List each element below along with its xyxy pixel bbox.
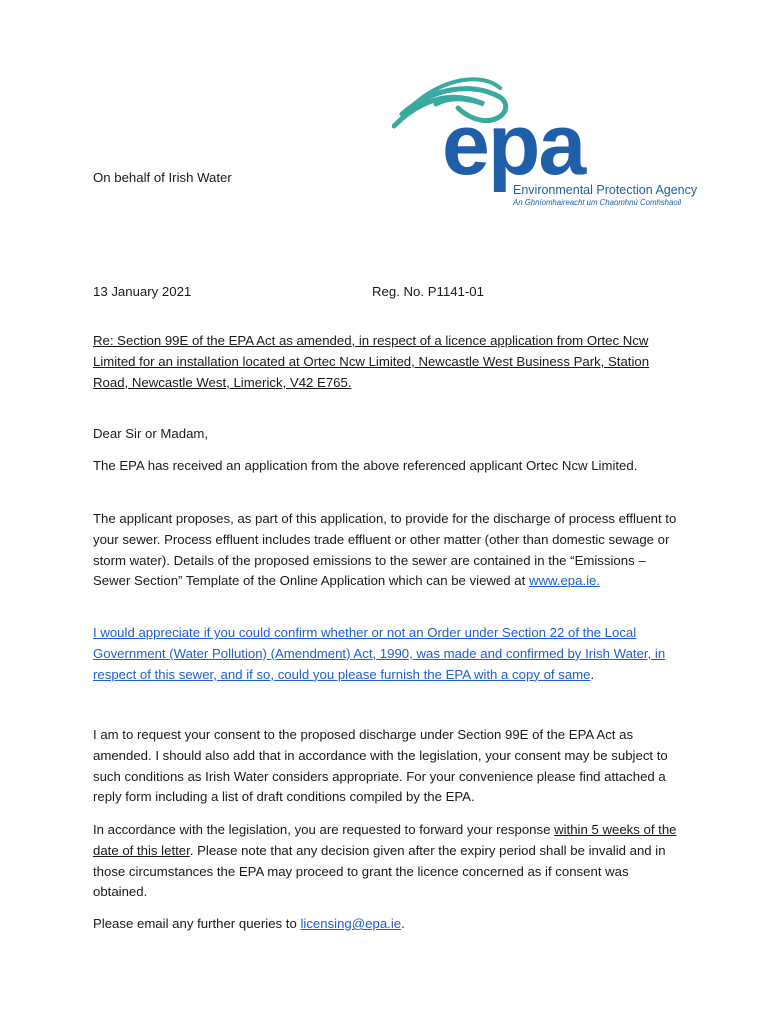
epa-logo-graphic: [392, 68, 702, 208]
licensing-email-link[interactable]: licensing@epa.ie: [300, 916, 402, 931]
reg-number: Reg. No. P1141-01: [372, 284, 484, 299]
deadline-text: within 5 weeks of the date of this letter: [93, 822, 677, 858]
salutation: Dear Sir or Madam,: [93, 426, 209, 441]
epa-website-link[interactable]: www.epa.ie.: [528, 573, 601, 589]
agency-name-en: Environmental Protection Agency: [513, 183, 698, 197]
paragraph-3-end: .: [590, 666, 595, 682]
paragraph-5: [93, 820, 678, 903]
epa-wordmark: epa: [442, 97, 585, 193]
subject-line: Re: Section 99E of the EPA Act as amended, in respect of a licence application from Ortec Ncw Limited for an installation located at Ortec Ncw Limited, Newcastle West Business Park, Station Road, Newcastle West, Limerick, V42 E765.: [93, 333, 650, 390]
paragraph-6-end: .: [401, 916, 405, 931]
agency-name-ga: An Ghníomhaireacht um Chaomhnú Comhshaoil: [513, 198, 682, 207]
letter-date: 13 January 2021: [93, 284, 192, 299]
paragraph-2: [93, 509, 678, 592]
paragraph-6-text: Please email any further queries to: [93, 916, 301, 931]
epa-logo: [392, 68, 702, 208]
paragraph-2-text: The applicant proposes, as part of this application, to provide for the discharge of process effluent to your sewer. Process effluent includes trade effluent or other matter (other than domestic sewage or storm water). Details of the proposed emissions to the sewer are contained in the “Emissions – Sewer Section” Template of the Online Application which can be viewed at: [93, 511, 677, 589]
paragraph-3-link-text[interactable]: I would appreciate if you could confirm whether or not an Order under Section 22 of the Local Government (Water Pollution) (Amendment) Act, 1990, was made and confirmed by Irish Water, in respect of this sewer, and if so, could you please furnish the EPA with a copy of same: [93, 625, 666, 682]
paragraph-5-rest: . Please note that any decision given after the expiry period shall be invalid and in those circumstances the EPA may proceed to grant the licence concerned as if consent was obtained.: [93, 842, 666, 900]
paragraph-3: [93, 623, 678, 685]
on-behalf-line: On behalf of Irish Water: [93, 170, 232, 185]
paragraph-5-text: In accordance with the legislation, you are requested to forward your response: [93, 822, 555, 837]
paragraph-4: I am to request your consent to the proposed discharge under Section 99E of the EPA Act as amended. I should also add that in accordance with the legislation, your consent may be subject to such conditions as Irish Water considers appropriate. For your convenience please find attached a reply form including a list of draft conditions compiled by the EPA.: [93, 727, 668, 805]
paragraph-6: [93, 914, 678, 935]
paragraph-1: The EPA has received an application from the above referenced applicant Ortec Ncw Limited.: [93, 458, 638, 473]
